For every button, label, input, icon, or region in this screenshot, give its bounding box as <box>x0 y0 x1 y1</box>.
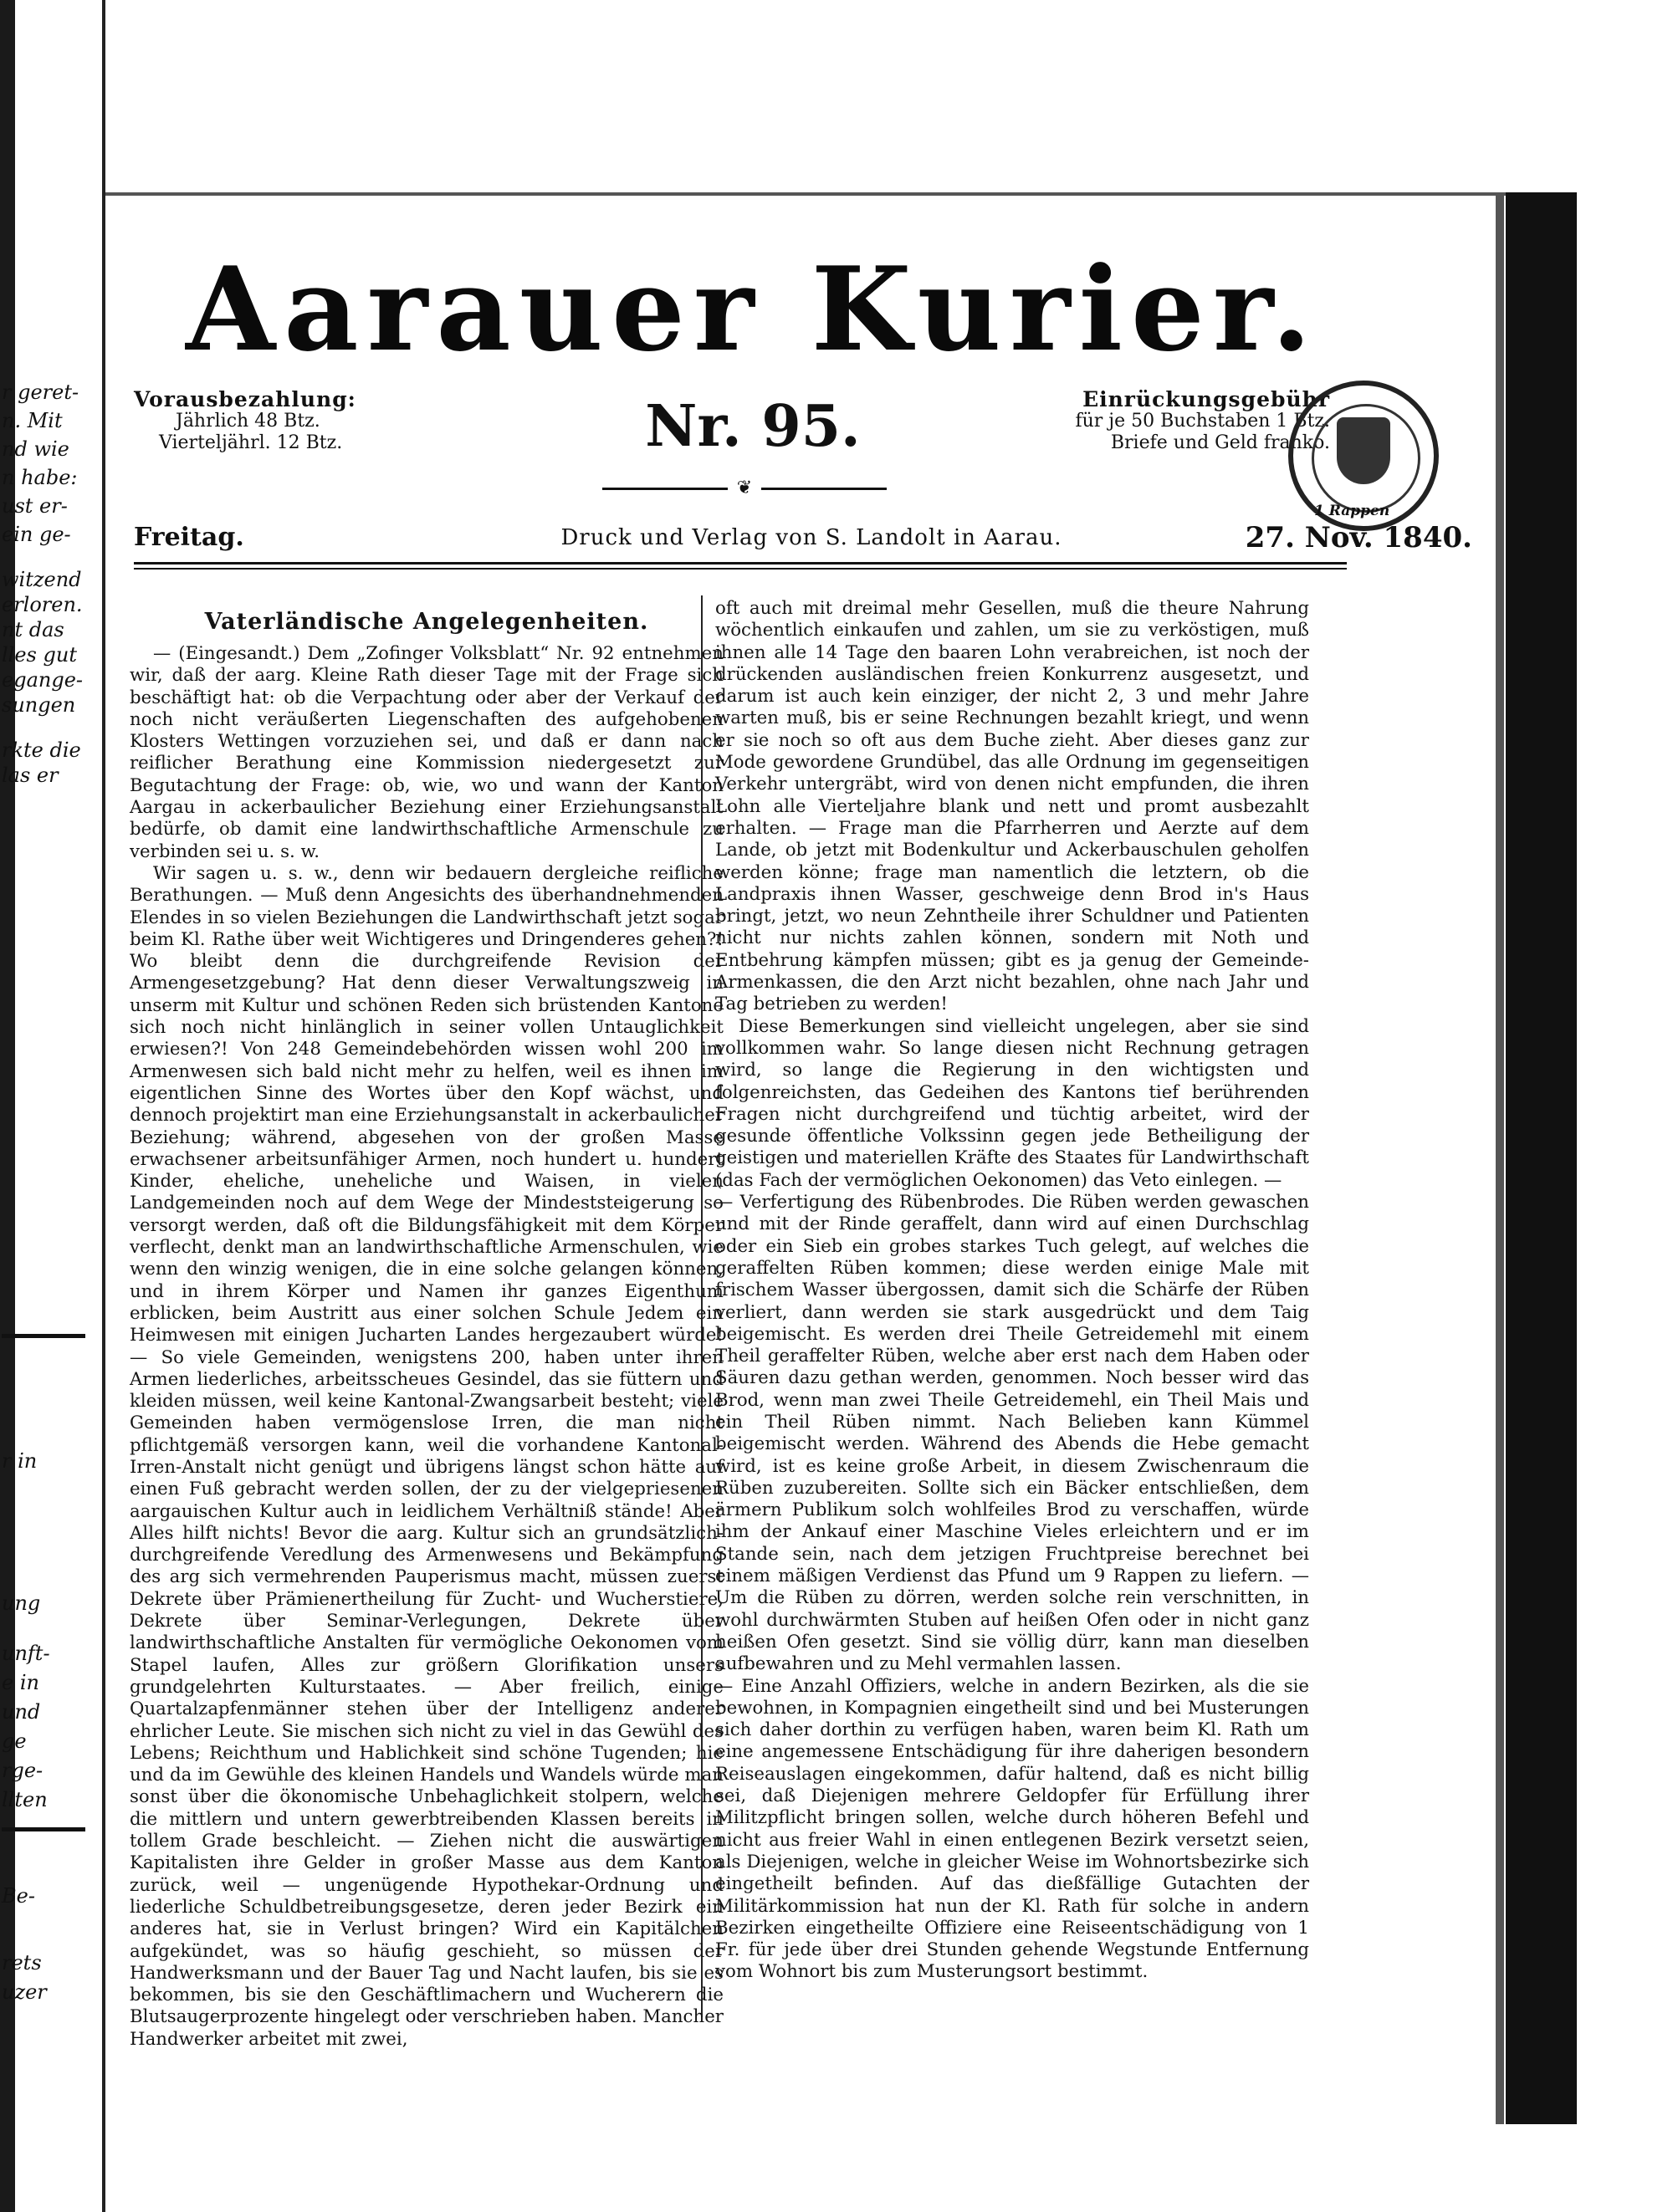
margin-snippet: nt das <box>2 618 64 641</box>
margin-snippet: sungen <box>2 693 76 717</box>
article-paragraph: — Eine Anzahl Offiziers, welche in andern Bezirken, als die sie bewohnen, in Kompagnien eingetheilt sind und bei Musterungen sich daher dorthin zu verfügen haben, waren beim Kl. Rath um eine angemessene Entschädigung für ihre daherigen besondern Reiseauslagen eingekommen, dafür haltend, daß es nicht billig sei, daß Diejenigen mehrere Geldopfer für Erfüllung ihrer Militzpflicht bringen sollen, welche durch höheren Befehl und nicht aus freier Wahl in einen entlegenen Bezirk versetzt seien, als Diejenigen, welche in gleicher Weise im Wohnortsbezirke sich eingetheilt befinden. Auf das dießfällige Gutachten der Militärkommission hat nun der Kl. Rath für solche in andern Bezirken eingetheilte Offiziere eine Reiseentschädigung von 1 Fr. für jede über drei Stunden gehende Wegstunde Entfernung vom Wohnort bis zum Musterungsort bestimmt. <box>715 1675 1309 1983</box>
article-paragraph: oft auch mit dreimal mehr Gesellen, muß die theure Nahrung wöchentlich einkaufen und zahlen, um sie zu verköstigen, muß ihnen alle 14 Tage den baaren Lohn verabreichen, ist noch der drückenden ausländischen freien Konkurrenz ausgesetzt, und darum ist auch kein einziger, der nicht 2, 3 und mehr Jahre warten muß, bis er seine Rechnungen bezahlt kriegt, und wenn er sie noch so oft aus dem Buche zieht. Aber dieses ganz zur Mode gewordene Grundübel, das alle Ordnung im gegenseitigen Verkehr untergräbt, wird von denen nicht empfunden, die ihren Lohn alle Vierteljahre blank und nett und promt ausbezahlt erhalten. — Frage man die Pfarrherren und Aerzte auf dem Lande, ob jetzt mit Bodenkultur und Ackerbauschulen geholfen werden könne; frage man namentlich die letztern, ob die Landpraxis ihnen Wasser, geschweige denn Brod in's Haus bringt, jetzt, wo neun Zehntheile ihrer Schuldner und Patienten nicht nur nichts zahlen können, sondern mit Noth und Entbehrung kämpfen müssen; gibt es ja genug der Gemeinde-Armenkassen, die den Arzt nicht bezahlen, ohne nach Jahr und Tag betrieben zu werden! <box>715 598 1309 1015</box>
margin-snippet: ust er- <box>2 494 68 518</box>
fees-line: Briefe und Geld franko. <box>1110 432 1330 453</box>
margin-snippet: witzend <box>2 568 82 591</box>
margin-snippet: ge <box>2 1729 27 1753</box>
issue-date: 27. Nov. 1840. <box>1245 521 1472 554</box>
subscription-info <box>134 389 402 454</box>
issue-number: Nr. 95. <box>645 393 861 460</box>
section-title: Vaterländische Angelegenheiten. <box>204 609 649 635</box>
dateline <box>134 517 1472 559</box>
margin-snippet: las er <box>2 764 59 787</box>
margin-snippet: und <box>2 1700 41 1724</box>
margin-snippet: erloren. <box>2 593 83 616</box>
printer-imprint: Druck und Verlag von S. Landolt in Aarau. <box>560 525 1062 550</box>
margin-snippet: uzer <box>2 1980 47 2004</box>
margin-snippet: e in <box>2 1671 39 1694</box>
margin-snippet: n. Mit <box>2 409 63 432</box>
subscription-quarterly: Vierteljährl. 12 Btz. <box>159 432 343 453</box>
margin-snippet: ein ge- <box>2 523 71 546</box>
subscription-yearly: Jährlich 48 Btz. <box>176 411 320 432</box>
margin-snippet: rge- <box>2 1759 43 1782</box>
right-column <box>715 598 1309 1984</box>
article-paragraph: Diese Bemerkungen sind vielleicht ungelegen, aber sie sind vollkommen wahr. So lange diesen nicht Rechnung getragen wird, so lange die Regierung in den wichtigsten und folgenreichsten, das Gedeihen des Kantons tief berührenden Fragen nicht durchgreifend und tüchtig arbeitet, wird der gesunde öffentliche Volkssinn gegen jede Betheiligung der geistigen und materiellen Kräfte des Staates für Landwirthschaft (das Fach der vermöglichen Oekonomen) das Veto einlegen. — <box>715 1015 1309 1191</box>
weekday: Freitag. <box>134 523 244 552</box>
newspaper-title: Aarauer Kurier. <box>186 241 1320 377</box>
margin-snippet: rkte die <box>2 738 81 762</box>
left-column <box>130 606 724 2051</box>
article-paragraph: — Verfertigung des Rübenbrodes. Die Rüben werden gewaschen und mit der Rinde geraffelt, dann wird auf einen Durchschlag oder ein Sieb ein grobes starkes Tuch gelegt, auf welches die geraffelten Rüben kommen; diese werden einige Male mit frischem Wasser übergossen, damit sich die Schärfe der Rüben verliert, dann werden sie stark ausgedrückt und dem Taig beigemischt. Es werden drei Theile Getreidemehl mit einem Theil geraffelter Rüben, welche aber erst nach dem Haben oder Säuren dazu gethan werden, genommen. Noch besser wird das Brod, wenn man zwei Theile Getreidemehl, ein Theil Mais und ein Theil Rüben nimmt. Nach Belieben kann Kümmel beigemischt werden. Während des Abends die Hebe gemacht wird, ist es keine große Arbeit, in diesem Zwischenraum die Rüben zuzubereiten. Sollte sich ein Bäcker entschließen, dem ärmern Publikum solch wohlfeiles Brod zu verschaffen, würde ihm der Ankauf einer Maschine Vieles erleichtern und er im Stande sein, nach dem jetzigen Fruchtpreise berechnet bei einem mäßigen Verdienst das Pfund um 9 Rappen zu liefern. — Um die Rüben zu dörren, werden solche rein verschnitten, in wohl durchwärmten Stuben auf heißen Ofen oder in nicht ganz heißen Ofen gesetzt. Sind sie völlig dürr, kann man dieselben aufbewahren und zu Mehl vermahlen lassen. <box>715 1192 1309 1675</box>
margin-snippet: n habe: <box>2 466 78 489</box>
binding-edge <box>1506 192 1577 2124</box>
binding-shadow <box>1496 192 1504 2124</box>
page-top-edge <box>105 192 1506 196</box>
margin-snippet: lles gut <box>2 643 77 667</box>
adjacent-page-margin <box>0 0 100 2212</box>
fees-heading: Einrückungsgebühr <box>1082 387 1330 411</box>
coat-of-arms-icon <box>1337 417 1390 484</box>
margin-snippet: rets <box>2 1951 42 1974</box>
stamp-value: 1 Rappen <box>1314 503 1390 519</box>
margin-snippet: unft- <box>2 1642 50 1665</box>
header-rule <box>134 562 1347 564</box>
margin-snippet: Be- <box>2 1884 35 1908</box>
margin-snippet: r geret- <box>2 381 79 404</box>
postage-stamp <box>1288 381 1439 531</box>
margin-snippet: ung <box>2 1591 41 1615</box>
margin-snippet: llten <box>2 1788 48 1811</box>
margin-rule <box>2 1334 85 1338</box>
header-rule <box>134 568 1347 570</box>
margin-snippet: r in <box>2 1449 38 1473</box>
subscription-heading: Vorausbezahlung: <box>134 387 356 411</box>
article-paragraph: Wir sagen u. s. w., denn wir bedauern dergleiche reifliche Berathungen. — Muß denn Angesichts des überhandnehmenden Elendes in so vielen Beziehungen die Landwirthschaft jetzt sogar beim Kl. Rathe über weit Wichtigeres und Dringenderes gehen?! Wo bleibt denn die durchgreifende Revision der Armengesetzgebung? Hat denn dieser Verwaltungszweig in unserm mit Kultur und schönen Reden sich brüstenden Kantone sich noch nicht hinlänglich in seiner vollen Untauglichkeit erwiesen?! Von 248 Gemeindebehörden wissen wohl 200 im Armenwesen sich bald nicht mehr zu helfen, weil es ihnen im eigentlichen Sinne des Wortes über den Kopf wächst, und dennoch projektirt man eine Erziehungsanstalt in ackerbaulicher Beziehung; während, abgesehen von der großen Masse erwachsener arbeitsunfähiger Armen, noch hundert u. hundert Kinder, eheliche, uneheliche und Waisen, in vielen Landgemeinden noch auf dem Wege der Mindeststeigerung so versorgt werden, daß oft die Bildungsfähigkeit mit dem Körper verflecht, denkt man an landwirthschaftliche Armenschulen, wie wenn den winzig wenigen, die in eine solche gelangen können, und in ihrem Körper und Namen ihr ganzes Eigenthum erblicken, beim Austritt aus einer solchen Schule Jedem ein Heimwesen mit einigen Jucharten Landes hergezaubert würde! — So viele Gemeinden, wenigstens 200, haben unter ihren Armen liederliches, arbeitsscheues Gesindel, das sie füttern und kleiden müssen, weil keine Kantonal-Zwangsarbeit besteht; viele Gemeinden haben vermögenslose Irren, die man nicht pflichtgemäß versorgen kann, weil die vorhandene Kantonal-Irren-Anstalt nicht genügt und übrigens längst schon hätte auf einen Fuß gebracht werden sollen, der zu der vielgepriesenen aargauischen Kultur auch in leidlichem Verhältniß stände! Aber Alles hilft nichts! Bevor die aarg. Kultur sich an grundsätzlich-durchgreifende Veredlung des Armenwesens und Bekämpfung des arg sich vermehrenden Pauperismus macht, müssen zuerst Dekrete über Prämienertheilung für Zucht- und Wucherstiere, Dekrete über Seminar-Verlegungen, Dekrete über landwirthschaftliche Anstalten für vermögliche Oekonomen vom Stapel laufen, Alles zur größern Glorifikation unsers grundgelehrten Kulturstaates. — Aber freilich, einige Quartalzapfenmänner stehen über der Intelligenz anderer ehrlicher Leute. Sie mischen sich nicht zu viel in das Gewühl des Lebens; Reichthum und Hablichkeit sind schöne Tugenden; hie und da im Gewühle des kleinen Handels und Wandels würde man sonst über die ökonomische Unbehaglichkeit stolpern, welche die mittlern und untern gewerbtreibenden Klassen bereits in tollem Grade beschleicht. — Ziehen nicht die auswärtigen Kapitalisten ihre Gelder in großer Masse aus dem Kanton zurück, weil — ungenügende Hypothekar-Ordnung und liederliche Schuldbetreibungsgesetze, deren jeder Bezirk ein anderes hat, sie in Verlust bringen? Wird ein Kapitälchen aufgekündet, was so häufig geschieht, so müssen der Handwerksmann und der Bauer Tag und Nacht laufen, bis sie es bekommen, bis sie den Geschäftlimachern und Wucherern die Blutsaugerprozente hingelegt oder verschrieben haben. Mancher Handwerker arbeitet mit zwei, <box>130 862 724 2050</box>
margin-snippet: egange- <box>2 668 84 692</box>
ornament-icon: ❦ <box>728 478 761 498</box>
margin-snippet: nd wie <box>2 437 69 461</box>
insertion-fees <box>1050 389 1330 454</box>
margin-rule <box>2 1827 85 1831</box>
fees-line: für je 50 Buchstaben 1 Btz. <box>1075 411 1330 432</box>
article-paragraph: — (Eingesandt.) Dem „Zofinger Volksblatt“ Nr. 92 entnehmen wir, daß der aarg. Kleine Rath dieser Tage mit der Frage sich beschäftigt hat: ob die Verpachtung oder aber der Verkauf der noch nicht veräußerten Liegenschaften des aufgehobenen Klosters Wettingen vorzuziehen sei, und daß er dann nach reiflicher Berathung eine Kommission niedergesetzt zur Begutachtung der Frage: ob, wie, wo und wann der Kanton Aargau in ackerbaulicher Beziehung einer Erziehungsanstalt bedürfe, ob damit eine landwirthschaftliche Armenschule zu verbinden sei u. s. w. <box>130 643 724 862</box>
